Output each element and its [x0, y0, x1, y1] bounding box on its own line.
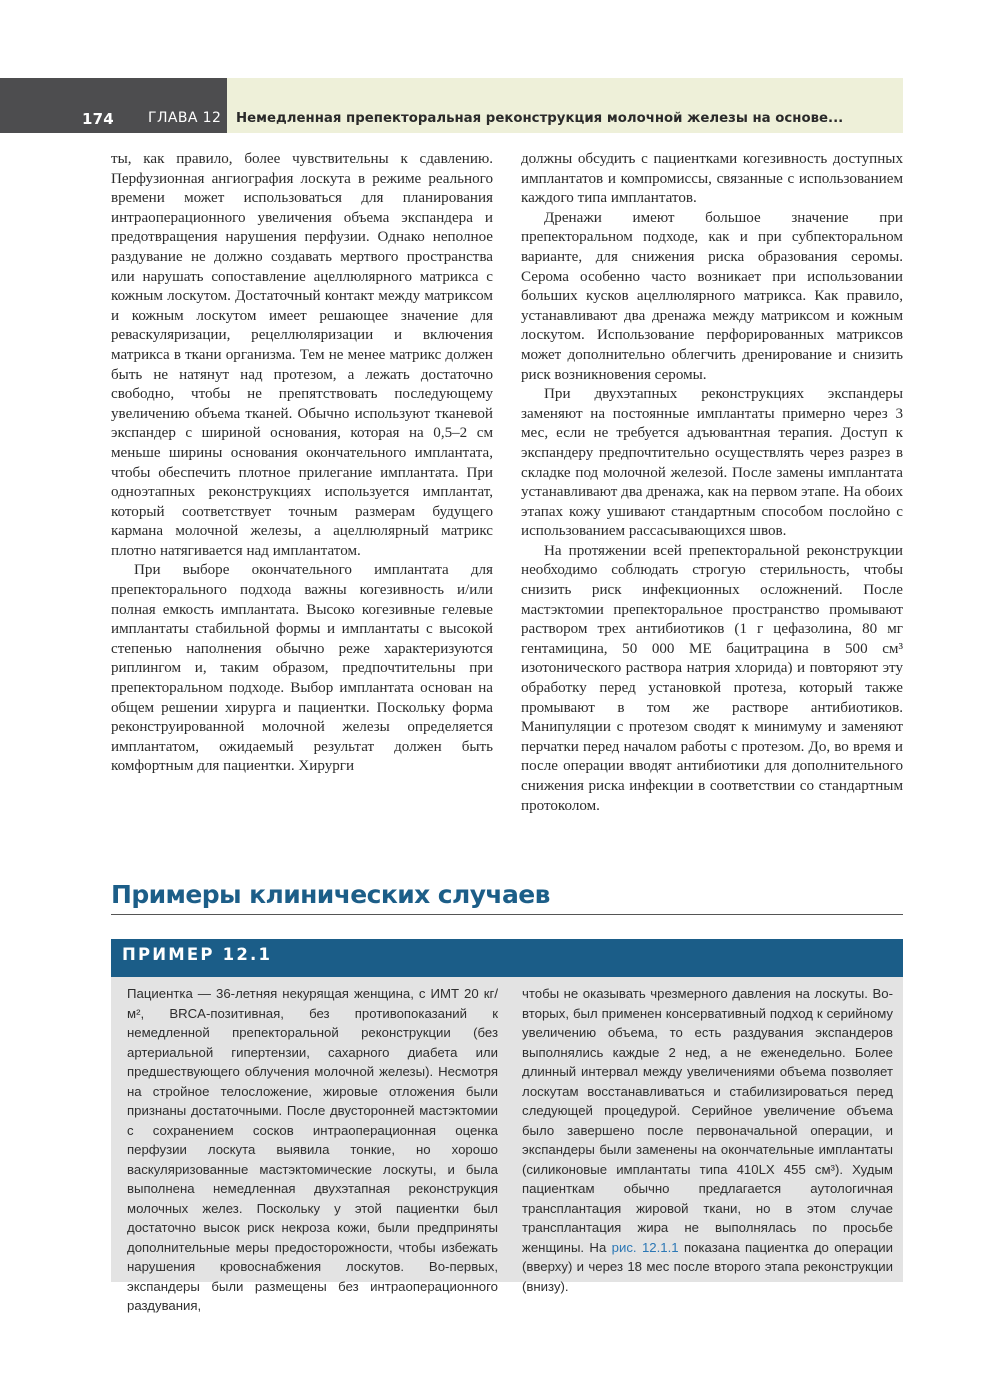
paragraph: должны обсудить с пациентками когезивность доступных имплантатов и компромиссы, связанные с использованием каждого типа имплантатов.	[521, 151, 903, 207]
paragraph: Дренажи имеют большое значение при препекторальном подходе, как и при субпекторальном варианте, для снижения риска образования серомы. Серома особенно часто возникает при использовании больших кусков ацеллюлярного матрикса. Как правило, устанавливают два дренажа между матриксом и кожным лоскутом. Использование перфорированных матриксов может дополнительно облегчить дренирование и снизить риск возникновения серомы.	[521, 209, 903, 383]
paragraph: При двухэтапных реконструкциях экспандеры заменяют на постоянные имплантаты примерно через 3 мес, если не требуется адъювантная терапия. Доступ к экспандеру предпочтительно осуществлять через разрез в складке под молочной железой. После замены имплантата устанавливают два дренажа, как на первом этапе. На обоих этапах кожу ушивают стандартным способом послойно с использованием рассасывающихся швов.	[521, 386, 903, 540]
running-title: Немедленная препекторальная реконструкция молочной железы на основе...	[236, 111, 844, 126]
case-text: чтобы не оказывать чрезмерного давления на лоскуты. Во-вторых, был применен консервативный подход к серийному увеличению объема, то есть раздувания экспандеров выполнялись каждые 2 нед, а не еженедельно. Более длинный интервал между увеличениями объема позволяет лоскутам восстанавливаться и стабилизироваться перед следующей процедурой. Серийное увеличение объема было завершено после первоначальной операции, и экспандеры были заменены на окончательные имплантаты (силиконовые имплантаты типа 410LX 455 см³). Худым пациенткам обычно предлагается аутологичная трансплантация жировой ткани, но в этом случае трансплантация жира не выполнялась по просьбе женщины. На	[522, 986, 893, 1255]
paragraph: При выборе окончательного имплантата для препекторального подхода важны когезивность и/или полная емкость имплантата. Высоко когезивные гелевые имплантаты стабильной формы и имплантаты с высокой степенью наполнения обычно реже характеризуются риплингом и, таким образом, предпочтительны при препекторальном подходе. Выбор имплантата основан на общем решении хирурга и пациентки. Поскольку форма реконструированной молочной железы определяется имплантатом, ожидаемый результат должен быть комфортным для пациентки. Хирурги	[111, 562, 493, 775]
chapter-label: ГЛАВА 12	[148, 110, 222, 126]
case-column-right	[522, 984, 893, 1296]
page-number: 174	[82, 110, 114, 128]
body-column-right	[521, 150, 903, 816]
section-divider	[111, 914, 903, 915]
case-paragraph: Пациентка — 36-летняя некурящая женщина, с ИМТ 20 кг/м², BRCA-позитивная, без противопоказаний к немедленной препекторальной реконструкции (без артериальной гипертензии, сахарного диабета или предшествующего облучения молочной железы). Несмотря на стройное телосложение, жировые отложения были признаны достаточными. После двусторонней мастэктомии с сохранением сосков интраоперационная оценка перфузии лоскута выявила тонкие, но хорошо васкуляризованные мастэктомические лоскуты, и была выполнена немедленная двухэтапная реконструкция молочных желез. Поскольку у этой пациентки был достаточно высок риск некроза кожи, были предприняты дополнительные меры предосторожности, чтобы избежать нарушения кровоснабжения лоскутов. Во-первых, экспандеры были размещены без интраоперационного раздувания,	[127, 986, 498, 1313]
section-title: Примеры клинических случаев	[111, 880, 550, 909]
figure-link[interactable]: рис. 12.1.1	[611, 1239, 679, 1255]
paragraph: ты, как правило, более чувствительны к сдавлению. Перфузионная ангиография лоскута в режиме реального времени может использоваться для планирования интраоперационного увеличения объема экспандера и предотвращения нарушения перфузии. Однако неполное раздувание не должно создавать мертвого пространства или нарушать сопоставление ацеллюлярного матрикса с кожным лоскутом. Достаточный контакт между матриксом и кожным лоскутом имеет решающее значение для реваскуляризации, рецеллюляризации и включения матрикса в ткани организма. Тем не менее матрикс должен быть не натянут над протезом, а лежать достаточно свободно, чтобы не препятствовать последующему увеличению объема тканей. Обычно используют тканевой экспандер с шириной основания, которая на 0,5–2 см меньше ширины основания окончательного имплантата, чтобы обеспечить плотное прилегание имплантата. При одноэтапных реконструкциях используется имплантат, который соответствует точным размерам будущего кармана молочной железы, а ацеллюлярный матрикс плотно натягивается над имплантатом.	[111, 151, 493, 559]
case-text: показана пациентка до операции (вверху) и через 18 мес после второго этапа реконструкции (внизу).	[522, 1239, 893, 1294]
case-paragraph	[522, 984, 893, 1296]
paragraph: На протяжении всей препекторальной реконструкции необходимо соблюдать строгую стерильность, чтобы снизить риск инфекционных осложнений. После мастэктомии препекторальное пространство промывают раствором трех антибиотиков (1 г цефазолина, 80 мг гентамицина, 50 000 МЕ бацитрацина в 500 см³ изотонического раствора натрия хлорида) и повторяют эту обработку перед установкой протеза, который также промывают в том же растворе антибиотиков. Манипуляции с протезом сводят к минимуму и заменяют перчатки перед началом работы с протезом. До, во время и после операции вводят антибиотики для дополнительного снижения риска инфекции в соответствии со стандартным протоколом.	[521, 542, 903, 814]
case-column-left	[127, 984, 498, 1316]
case-title: ПРИМЕР 12.1	[122, 945, 273, 964]
body-column-left	[111, 150, 493, 777]
